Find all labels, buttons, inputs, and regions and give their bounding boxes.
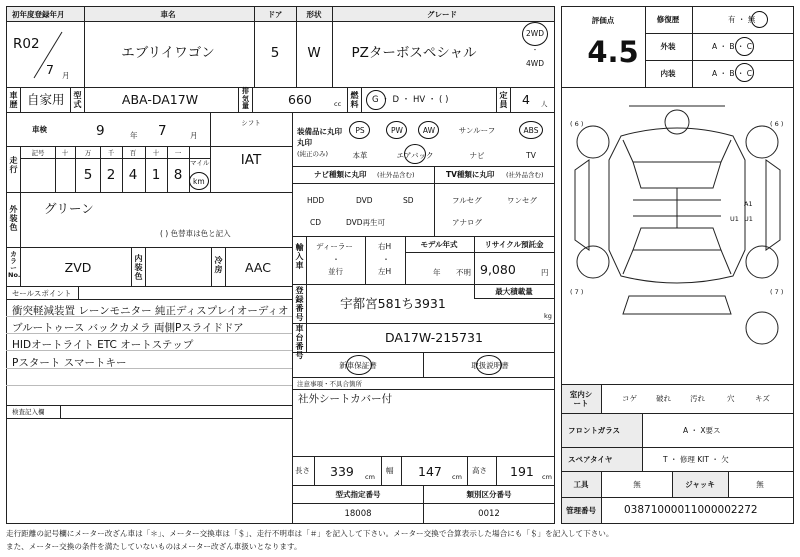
exterior-grade-label: 外装	[660, 42, 676, 51]
aircon-label: 冷房	[214, 256, 223, 274]
tv-analog: アナログ	[452, 218, 482, 227]
mileage-mile-label: マイル	[190, 159, 210, 167]
tools-value: 無	[633, 480, 641, 489]
fuel-label: 燃料	[350, 91, 359, 109]
doors-label: ドア	[267, 10, 283, 19]
notes-label: 注意事項・不具合箇所	[297, 380, 362, 388]
inspection-month: 7	[158, 123, 167, 139]
first-reg-year: R02	[13, 36, 40, 52]
sales-points-label: セールスポイント	[12, 289, 72, 298]
width-value: 147	[418, 464, 442, 479]
mileage-header-4: 百	[129, 149, 137, 157]
drive-4wd: 4WD	[526, 59, 544, 68]
mileage-digit-3: 4	[128, 167, 138, 183]
interior-b-circle	[735, 63, 754, 82]
notes-value: 社外シートカバー付	[298, 393, 393, 405]
recycle-label: リサイクル預託金	[484, 240, 544, 249]
mileage-header-5: 十	[152, 149, 160, 157]
model-year-unit: 年	[433, 268, 441, 277]
mileage-digit-2: 2	[106, 167, 116, 183]
import-lh: 左H	[378, 267, 392, 276]
width-unit: cm	[452, 473, 462, 481]
tv-type-sub: (社外品含む)	[506, 171, 544, 179]
mileage-header-2: 万	[84, 149, 92, 157]
navi-dvd: DVD	[356, 196, 373, 205]
drive-separator: ・	[531, 46, 539, 54]
inspection-year: 9	[96, 123, 105, 139]
exterior-color-value: グリーン	[44, 201, 94, 216]
mileage-digit-1: 5	[83, 167, 93, 183]
displacement-label: 排気量	[242, 87, 249, 110]
registration-label: 登録番号	[295, 286, 304, 322]
sales-point-line-2: ブルートゥース バックカメラ 両側Pスライドドア	[12, 322, 244, 334]
interior-grade-label: 内装	[660, 69, 676, 78]
repair-history-options: 有 ・ 無	[728, 15, 756, 24]
shift-label: シフト	[241, 119, 261, 127]
first-reg-month: 7	[46, 62, 54, 77]
seat-label: 室内シート	[569, 390, 593, 408]
capacity-value: 4	[522, 92, 530, 107]
color-no-label: カラーNo.	[8, 250, 21, 279]
first-reg-label: 初年度登録年月	[12, 10, 65, 19]
class-no-label: 類別区分番号	[466, 490, 512, 499]
diagram-mark-a1: A1	[744, 200, 753, 208]
inspection-label: 車検	[32, 125, 47, 134]
car-damage-diagram	[563, 100, 792, 380]
height-unit: cm	[542, 473, 552, 481]
tv-fullseg: フルセグ	[452, 196, 482, 205]
jack-label: ジャッキ	[685, 480, 715, 489]
mileage-digit-4: 1	[151, 167, 161, 183]
diagram-label-bottom-left: ( 7 )	[570, 288, 584, 296]
chassis-value: DA17W-215731	[385, 330, 483, 345]
equipment-tv: TV	[526, 151, 536, 160]
fuel-options: G ・ D ・ HV ・ ( )	[372, 95, 449, 105]
grade-label: グレード	[427, 10, 457, 19]
height-value: 191	[510, 464, 534, 479]
control-no-label: 管理番号	[566, 506, 596, 515]
designation-label: 型式指定番号	[335, 490, 381, 499]
displacement-value: 660	[288, 92, 312, 107]
seat-item-3: 汚れ	[690, 394, 705, 403]
max-load-unit: kg	[544, 312, 552, 320]
equipment-label: 装備品に丸印	[297, 127, 342, 136]
tv-type-label: TV種類に丸印	[446, 170, 495, 179]
height-label: 高さ	[472, 466, 487, 475]
length-value: 339	[330, 464, 354, 479]
seat-item-5: キズ	[755, 394, 770, 403]
interior-grade-options: A ・ B ・ C	[712, 69, 753, 78]
inspector-notes-area	[7, 419, 291, 523]
tv-oneseg: ワンセグ	[507, 196, 537, 205]
category-value: 自家用	[27, 92, 65, 107]
equipment-sunroof: サンルーフ	[458, 126, 496, 135]
recycle-value: 9,080	[480, 262, 516, 277]
equipment-aw: AW	[422, 126, 436, 135]
class-no-value: 0012	[478, 509, 500, 519]
mileage-header-1: 十	[61, 149, 69, 157]
max-load-label: 最大積載量	[495, 287, 533, 296]
footer-line-2: また、メーター交換の条件を満たしていないものはメーター改ざん車扱いとなります。	[6, 542, 302, 551]
first-reg-month-unit: 月	[62, 71, 70, 80]
model-year-label: モデル年式	[420, 240, 458, 249]
equipment-sub: (純正のみ)	[297, 150, 329, 158]
seat-item-4: 穴	[727, 394, 735, 403]
mileage-label: 走行	[9, 156, 18, 174]
model-value: ABA-DA17W	[121, 92, 199, 107]
score-label: 評価点	[591, 16, 615, 25]
equipment-airbag: エアバック	[396, 151, 434, 160]
spare-tire-label: スペアタイヤ	[568, 455, 613, 464]
control-no-value: 03871000011000002272	[624, 504, 758, 516]
exterior-color-label: 外装色	[9, 205, 18, 232]
jack-value: 無	[756, 480, 764, 489]
width-label: 幅	[386, 466, 394, 475]
mileage-header-6: 一	[174, 149, 182, 157]
navi-type-sub: (社外品含む)	[377, 171, 415, 179]
grade-value: PZターボスペシャル	[351, 45, 477, 61]
inspector-notes-label: 検査記入欄	[12, 408, 45, 416]
sales-point-line-1: 衝突軽減装置 レーンモニター 純正ディスプレイオーディオ	[12, 305, 289, 317]
seat-item-1: コゲ	[622, 394, 637, 403]
seat-item-2: 破れ	[656, 394, 671, 403]
capacity-unit: 人	[541, 100, 548, 108]
equipment-navi: ナビ	[469, 151, 485, 160]
shift-value: IAT	[240, 152, 262, 168]
aircon-value: AAC	[245, 260, 271, 275]
capacity-label: 定員	[499, 91, 508, 109]
displacement-unit: cc	[334, 100, 342, 108]
doors-value: 5	[270, 45, 280, 61]
windshield-label: フロントガラス	[568, 426, 621, 435]
diagram-label-top-left: ( 6 )	[570, 120, 584, 128]
mileage-digit-5: 8	[173, 167, 183, 183]
import-dealer: ディーラー	[316, 242, 353, 251]
designation-value: 18008	[344, 509, 372, 519]
shape-label: 形状	[306, 10, 322, 19]
navi-dvd-play: DVD再生可	[346, 218, 386, 227]
import-label: 輸入車	[295, 243, 304, 270]
mileage-km: km	[193, 177, 205, 186]
manual: 取扱説明書	[471, 361, 509, 370]
equipment-leather: 本革	[352, 151, 368, 160]
equipment-abs: ABS	[523, 126, 539, 135]
equipment-ps: PS	[355, 126, 365, 135]
repair-none-circle	[751, 11, 768, 28]
mileage-header-0: 記号	[31, 149, 45, 157]
category-label: 車歴	[9, 91, 18, 109]
sales-point-line-3: HIDオートライト ETC オートステップ	[12, 339, 194, 351]
footer-line-1: 走行距離の記号欄にメーター改ざん車は「＊」、メーター交換車は「＄」、走行不明車は「＃」を記入して下さい。メーター交換で合算表示した場合にも「＄」を記入して下さい。	[6, 529, 614, 538]
equipment-label-2: 丸印	[297, 138, 312, 147]
model-label: 型式	[73, 91, 82, 109]
tools-label: 工具	[573, 480, 589, 489]
sales-point-line-4: Pスタート スマートキー	[12, 357, 127, 369]
score-value: 4.5	[587, 35, 639, 69]
car-name-label: 車名	[160, 10, 176, 19]
registration-value: 宇都宮581ち3931	[340, 296, 446, 311]
exterior-color-note: ( ) 色替車は色と記入	[160, 229, 231, 238]
spare-tire-value: T ・ 修理 KIT ・ 欠	[663, 455, 729, 464]
interior-color-label: 内装色	[134, 254, 143, 281]
inspection-year-unit: 年	[130, 131, 138, 140]
diagram-label-top-right: ( 6 )	[770, 120, 784, 128]
shape-value: W	[307, 45, 321, 61]
drive-2wd: 2WD	[526, 29, 544, 38]
navi-sd: SD	[403, 196, 414, 205]
model-year-unknown: 不明	[456, 268, 471, 277]
car-name-value: エブリイワゴン	[121, 45, 215, 61]
length-label: 長さ	[295, 466, 310, 475]
import-sep2: ・	[382, 255, 390, 264]
inspection-month-unit: 月	[190, 131, 198, 140]
import-rh: 右H	[378, 242, 392, 251]
chassis-label: 車台番号	[295, 324, 304, 360]
new-car-warranty: 新車保証書	[339, 361, 377, 370]
exterior-grade-options: A ・ B ・ C	[712, 42, 753, 51]
mileage-header-3: 千	[107, 149, 115, 157]
equipment-pw: PW	[391, 126, 403, 135]
diagram-mark-u1-right: U1	[744, 215, 753, 223]
color-no-value: ZVD	[64, 260, 92, 275]
length-unit: cm	[365, 473, 375, 481]
import-parallel: 並行	[328, 267, 343, 276]
navi-hdd: HDD	[307, 196, 325, 205]
navi-cd: CD	[310, 218, 322, 227]
navi-type-label: ナビ種類に丸印	[314, 170, 367, 179]
diagram-label-bottom-right: ( 7 )	[770, 288, 784, 296]
recycle-unit: 円	[541, 268, 549, 277]
import-sep1: ・	[332, 255, 340, 264]
windshield-value: A ・ X要ス	[683, 426, 721, 435]
diagram-mark-u1-left: U1	[730, 215, 739, 223]
exterior-b-circle	[735, 37, 754, 56]
repair-history-label: 修復歴	[656, 15, 680, 24]
